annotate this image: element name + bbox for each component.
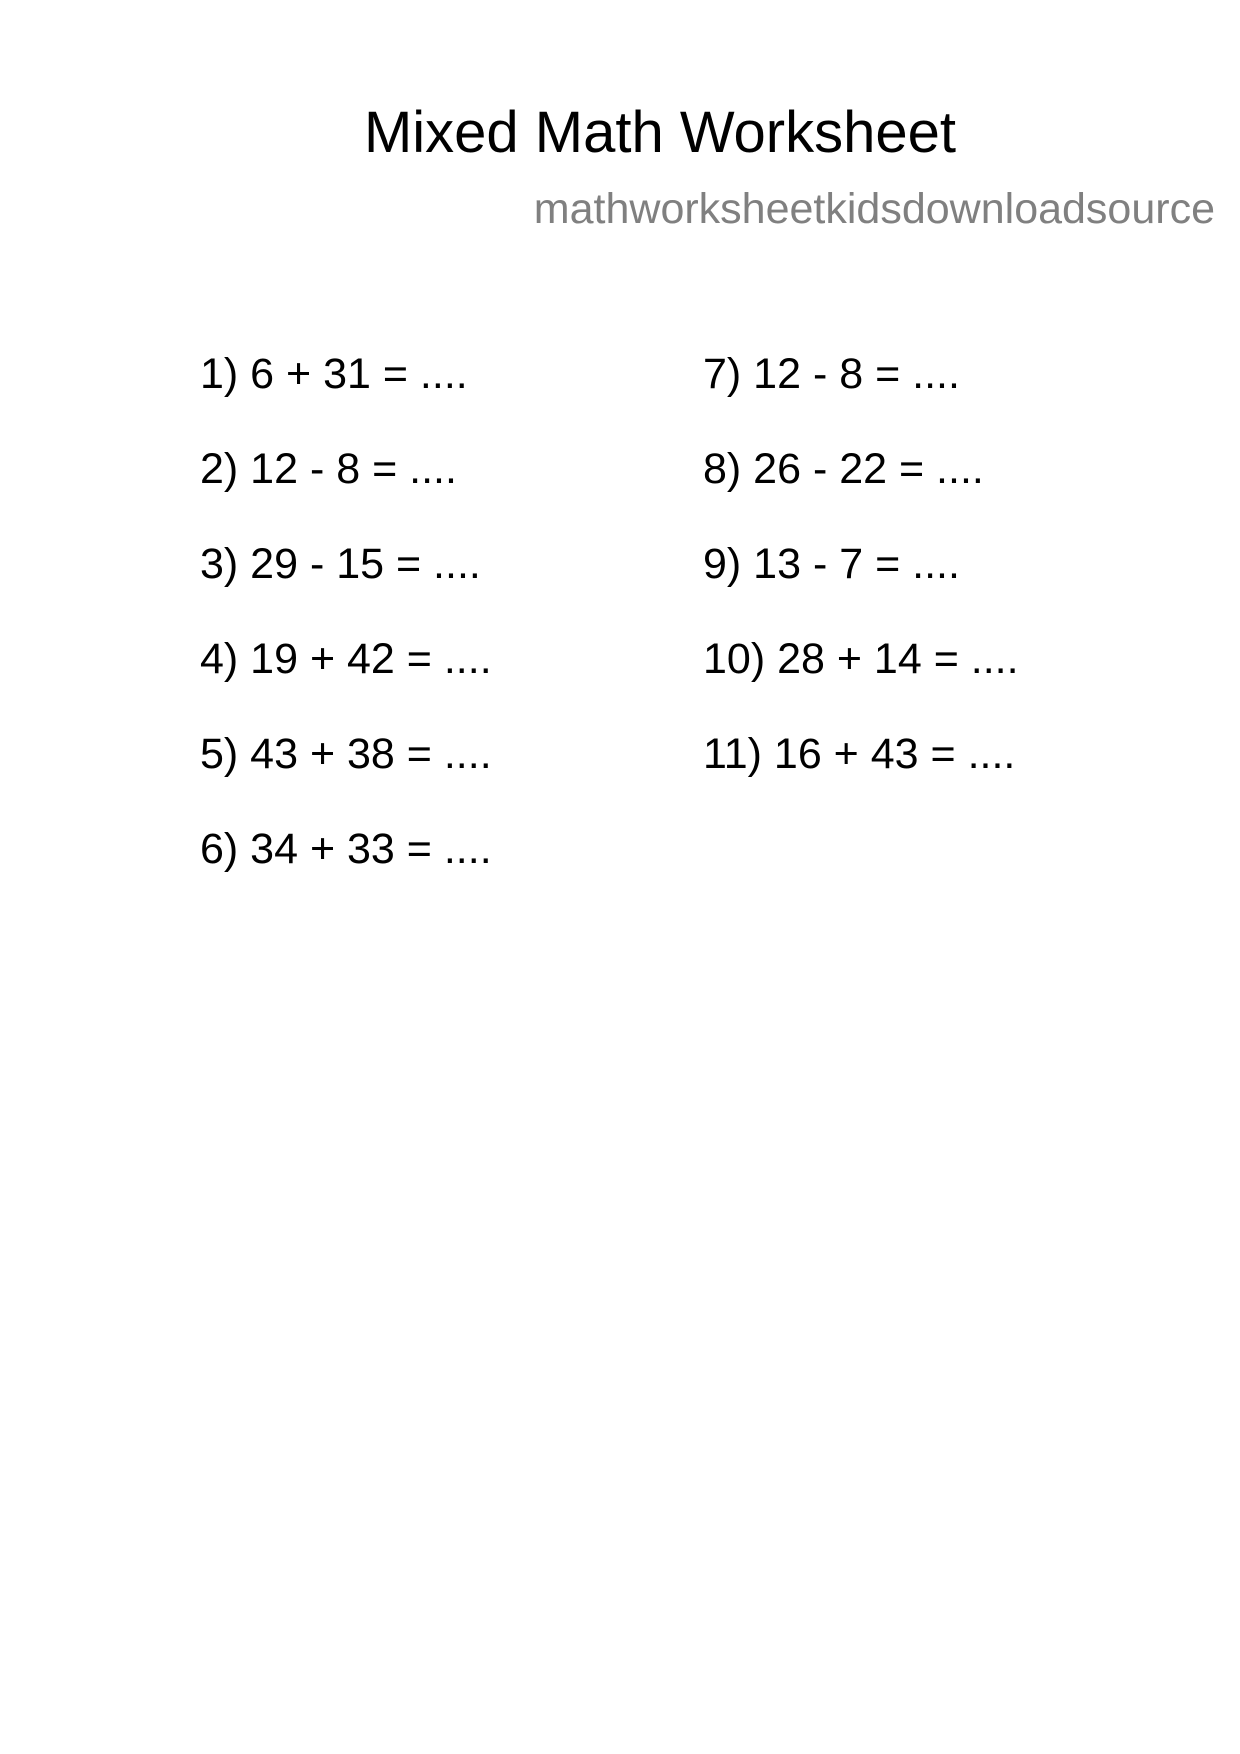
problem-3: 3) 29 - 15 = .... [200, 540, 481, 588]
problem-column-right [703, 348, 1019, 823]
problem-11: 11) 16 + 43 = .... [703, 730, 1016, 778]
problem-10: 10) 28 + 14 = .... [703, 635, 1019, 683]
problem-1: 1) 6 + 31 = .... [200, 350, 468, 398]
problem-8: 8) 26 - 22 = .... [703, 445, 984, 493]
page-title: Mixed Math Worksheet [363, 100, 957, 165]
problem-7: 7) 12 - 8 = .... [703, 350, 960, 398]
problem-6: 6) 34 + 33 = .... [200, 825, 492, 873]
problem-column-left [200, 348, 492, 918]
problem-5: 5) 43 + 38 = .... [200, 730, 492, 778]
problem-4: 4) 19 + 42 = .... [200, 635, 492, 683]
page-subtitle: mathworksheetkidsdownloadsource [533, 185, 1215, 233]
problem-2: 2) 12 - 8 = .... [200, 445, 457, 493]
problem-9: 9) 13 - 7 = .... [703, 540, 960, 588]
